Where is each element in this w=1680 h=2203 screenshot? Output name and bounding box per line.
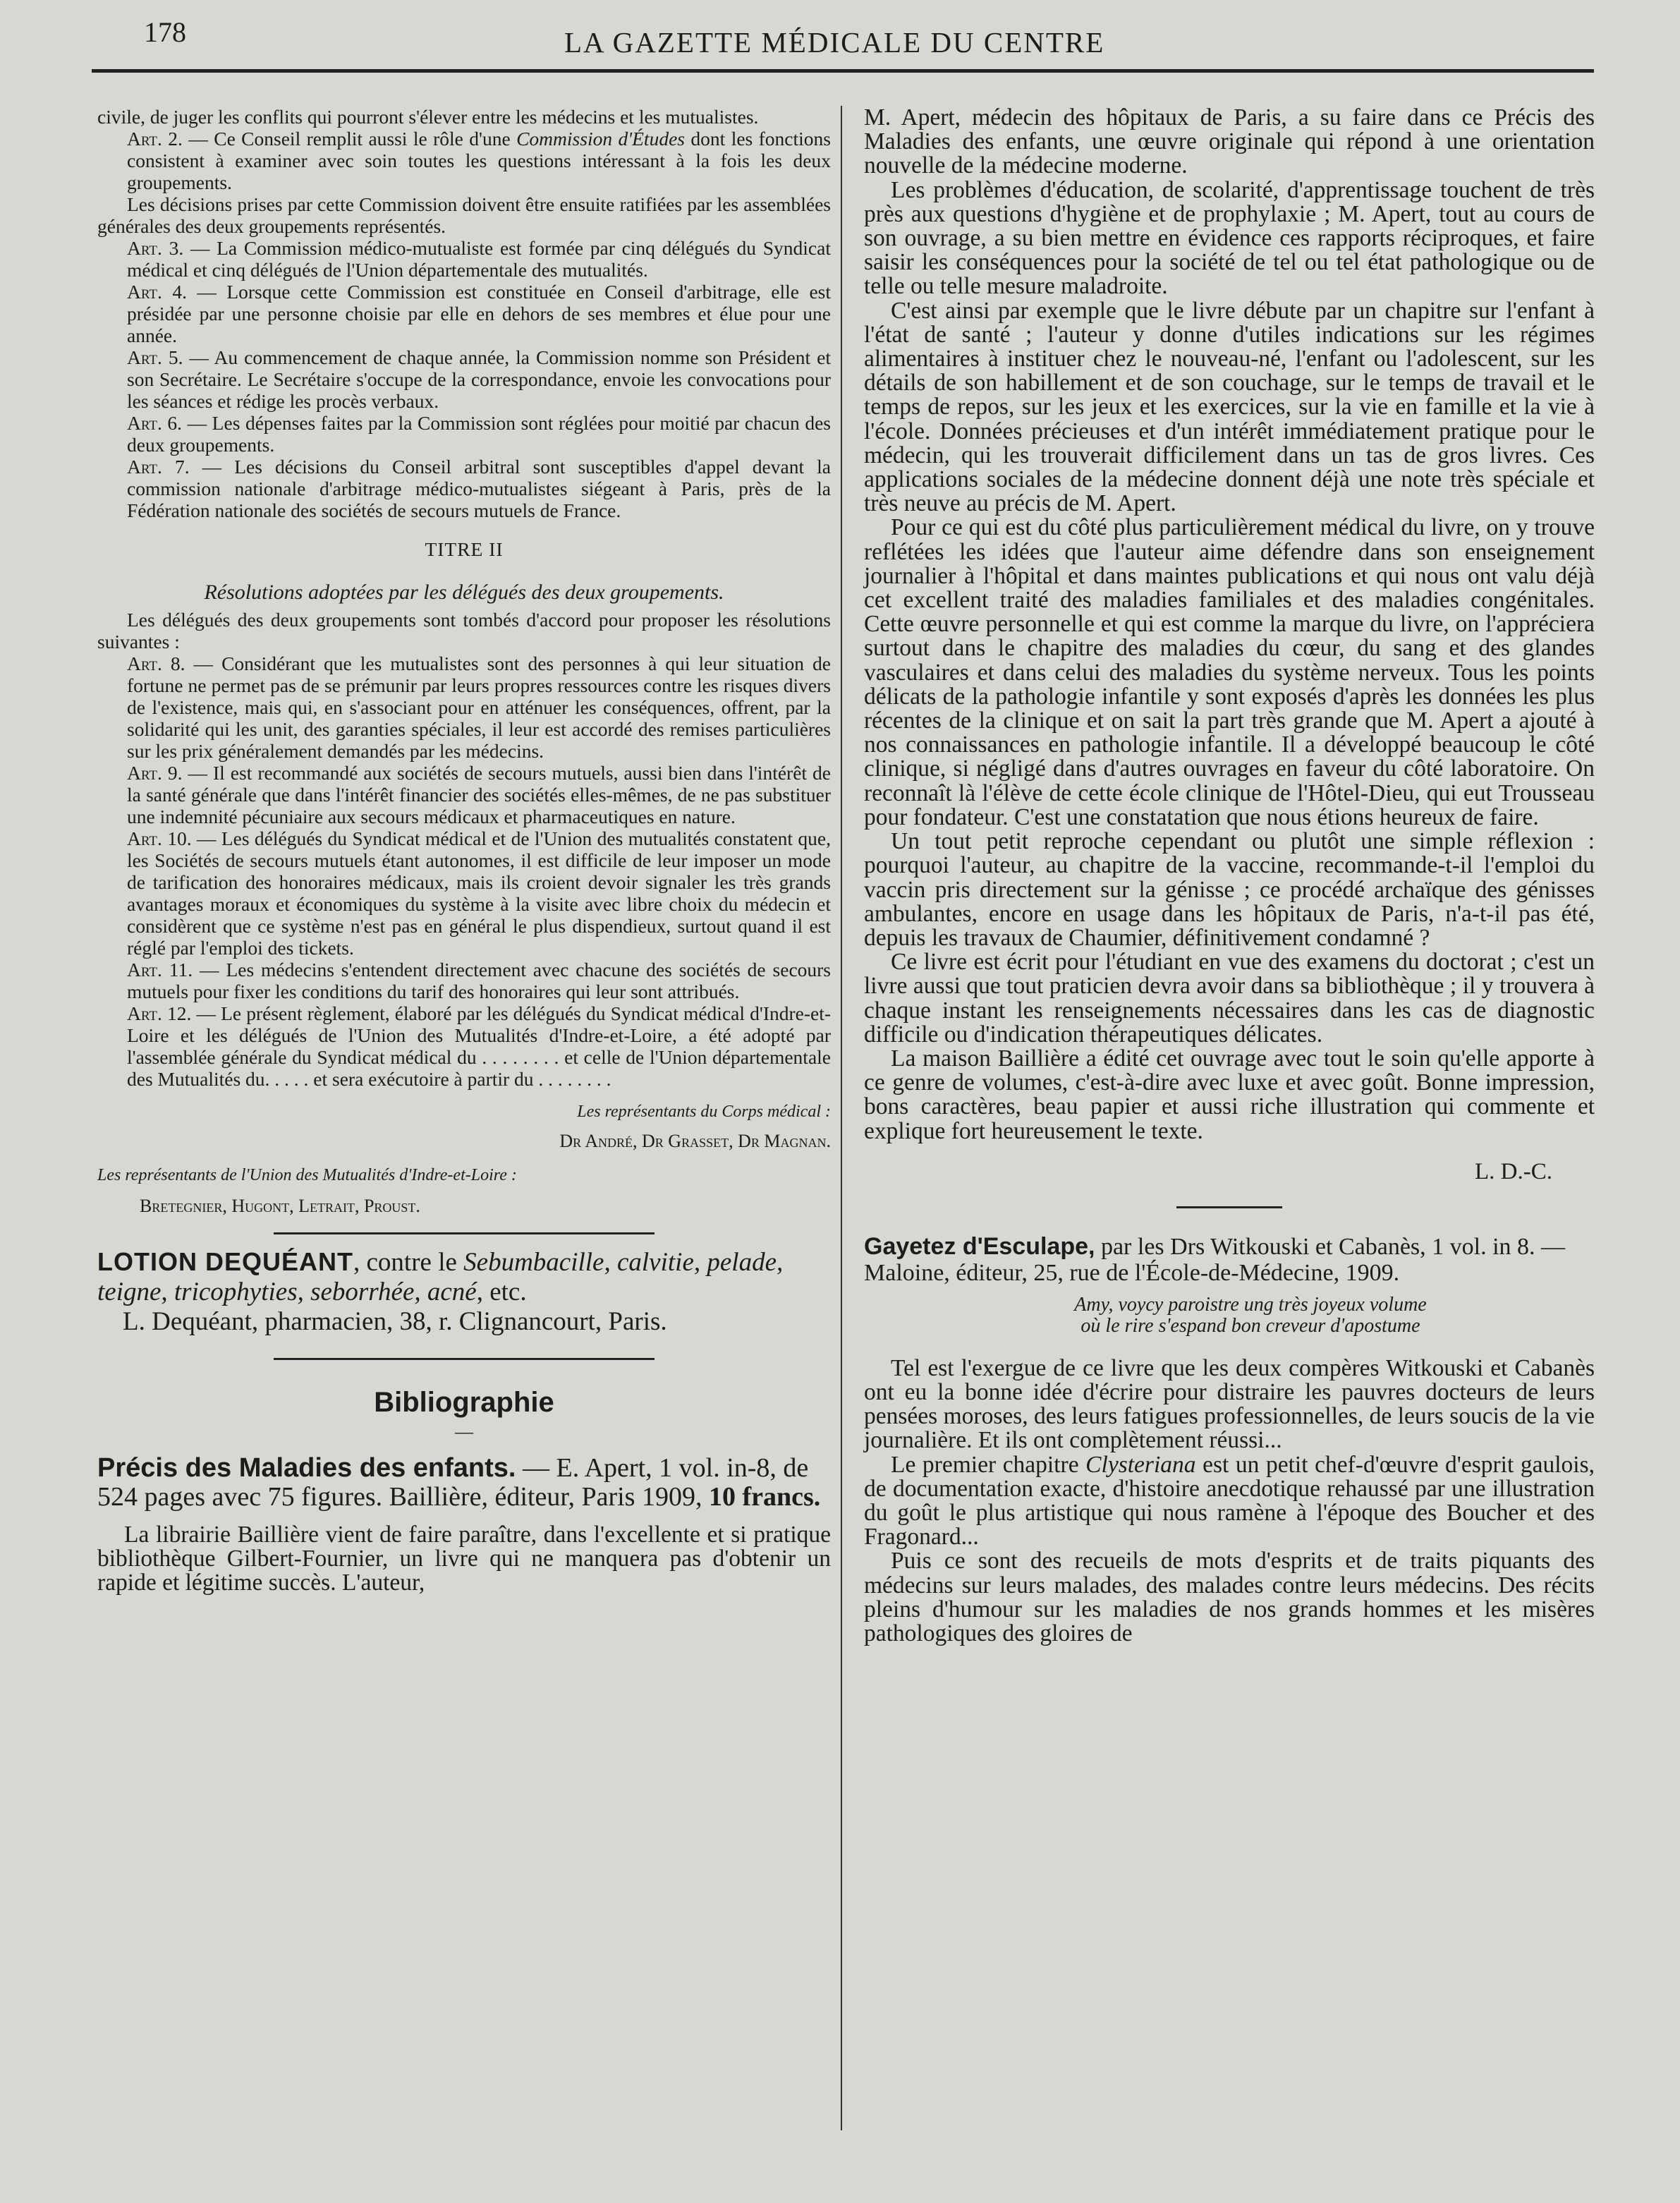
signature-corps-medical: Les représentants du Corps médical : Dr André, Dr Grasset, Dr Magnan. bbox=[559, 1103, 831, 1151]
header-rule bbox=[92, 69, 1594, 73]
divider-rule bbox=[274, 1358, 655, 1360]
advertisement: LOTION DEQUÉANT, contre le Sebumbacille, calvitie, pelade, teigne, tricophyties, seborrhée, acné, etc. L. Dequéant, pharmacien, 38, r. Clignancourt, Paris. bbox=[97, 1247, 831, 1337]
article-4: Art. 4. — Lorsque cette Commission est constituée en Conseil d'arbitrage, elle est présidée par une personne choisie par elle en dehors de ses membres et élue pour une année. bbox=[127, 281, 831, 346]
divider-rule bbox=[1176, 1206, 1282, 1208]
ad-brand: LOTION DEQUÉANT bbox=[97, 1247, 353, 1276]
resolutions-intro: Les délégués des deux groupements sont tombés d'accord pour proposer les résolutions suivantes : bbox=[97, 609, 831, 653]
section-title: Bibliographie bbox=[374, 1387, 554, 1418]
book-review-continued: M. Apert, médecin des hôpitaux de Paris, a su faire dans ce Précis des Maladies des enfants, une œuvre originale qui répond à une orientation nouvelle de la médecine moderne. Les problèmes d'éducation, de scolarité, d'apprentissage touchent de très près aux questions d'hygiène et de prophylaxie ; M. Apert, tout au cours de son ouvrage, a su bien mettre en évidence ces rapports réciproques, et faire saisir les conséquences pour la société de tel ou tel état pathologique ou de telle ou telle mesure maladroite. C'est ainsi par exemple que le livre débute par un chapitre sur l'enfant à l'état de santé ; l'auteur y donne d'utiles indications sur les régimes alimentaires à instituer chez le nouveau-né, l'enfant ou l'adolescent, sur les détails de son habillement et de son couchage, sur le temps de travail et le temps de repos, sur les jeux et les exercices, sur la vie en famille et la vie à l'école. Données précieuses et d'un intérêt immédiatement pratique pour le médecin, qui les trouverait difficilement dans un tas de gros livres. Ces applications sociales de la médecine donnent déjà une note très spéciale et très neuve au précis de M. Apert. Pour ce qui est du côté plus particulièrement médical du livre, on y trouve reflétées les idées que l'auteur aime défendre dans son enseignement journalier à l'hôpital et dans maintes publications et qui nous ont valu déjà cet excellent traité des maladies familiales et des maladies congénitales. Cette œuvre personnelle et qui est comme la marque du livre, on l'appréciera surtout dans le chapitre des maladies du cœur, du sang et des glandes vasculaires et dans celui des maladies du système nerveux. Tous les points délicats de la pathologie infantile y sont exposés d'après les données les plus récentes de la clinique et on sait la part très grande que M. Apert a ajouté à nos connaissances en pathologie infantile. Il a développé beaucoup le côté clinique, si négligé dans d'autres ouvrages en faveur du côté laboratoire. On reconnaît là l'élève de cette école clinique de l'Hôtel-Dieu, qui eut Trousseau pour fondateur. C'est une constatation que nous étions heureux de faire. Un tout petit reproche cependant ou plutôt une simple réflexion : pourquoi l'auteur, au chapitre de la vaccine, recommande-t-il l'emploi du vaccin pris directement sur la génisse ; ce procédé archaïque des génisses ambulantes, encore en usage dans les hôpitaux de Paris, n'a-t-il pas été, depuis les travaux de Chaumier, définitivement condamné ? Ce livre est écrit pour l'étudiant en vue des examens du doctorat ; c'est un livre aussi que tout praticien devra avoir dans sa bibliothèque ; il y trouvera à chaque instant les renseignements nécessaires dans les cas de diagnostic difficile ou d'indication thérapeutiques délicates. La maison Baillière a édité cet ouvrage avec tout le soin qu'elle apporte à ce genre de volumes, c'est-à-dire avec luxe et avec goût. Bonne impression, bons caractères, beau papier et aussi riche illustration qui commente et explique fort heureusement le texte. bbox=[864, 104, 1595, 1144]
article-12: Art. 12. — Le présent règlement, élaboré par les délégués du Syndicat médical d'Indre-et-Loire et les délégués de l'Union des Mutualités d'Indre-et-Loire, a été adopté par l'assemblée générale du Syndicat médical du . . . . . . . . et celle de l'Union départementale des Mutualités du. . . . . et sera exécutoire à partir du . . . . . . . . bbox=[127, 1002, 832, 1090]
article-3: Art. 3. — La Commission médico-mutualiste est formée par cinq délégués du Syndicat médical et cinq délégués de l'Union départementale des mutualités. bbox=[127, 237, 831, 281]
resolutions-title: Résolutions adoptées par les délégués des deux groupements. bbox=[204, 581, 724, 604]
signature-union-names: Bretegnier, Hugont, Letrait, Proust. bbox=[140, 1196, 420, 1216]
ad-pharmacist: L. Dequéant, pharmacien, 38, r. Clignancourt, Paris. bbox=[123, 1307, 667, 1336]
epigraph: Amy, voycy paroistre ung très joyeux volume où le rire s'espand bon creveur d'apostume bbox=[1074, 1293, 1427, 1337]
divider-rule bbox=[274, 1232, 655, 1234]
journal-title: LA GAZETTE MÉDICALE DU CENTRE bbox=[564, 26, 1105, 59]
second-book-title: Gayetez d'Esculape, bbox=[864, 1232, 1095, 1260]
review-initials: L. D.-C. bbox=[1475, 1158, 1552, 1184]
intro-text: civile, de juger les conflits qui pourront s'élever entre les médecins et les mutualistes. bbox=[97, 106, 759, 128]
book-review-start: La librairie Baillière vient de faire paraître, dans l'excellente et si pratique bibliothèque Gilbert-Fournier, un livre qui ne manquera pas d'obtenir un rapide et légitime succès. L'auteur, bbox=[97, 1522, 831, 1596]
article-2: Art. 2. — Ce Conseil remplit aussi le rôle d'une Commission d'Études dont les fonctions consistent à examiner avec soin toutes les questions intéressant à la fois les deux groupements. bbox=[127, 128, 831, 193]
article-9: Art. 9. — Il est recommandé aux sociétés de secours mutuels, aussi bien dans l'intérêt de la santé générale que dans l'intérêt financier des sociétés elles-mêmes, de ne pas substituer une indemnité pécuniaire aux secours médicaux et pharmaceutiques en nature. bbox=[127, 762, 832, 827]
reglement-text bbox=[97, 106, 831, 1217]
left-column bbox=[97, 106, 831, 1596]
article-8: Art. 8. — Considérant que les mutualistes sont des personnes à qui leur situation de fortune ne permet pas de se prémunir par leurs propres ressources contre les risques divers de l'existence, mais qui, en s'associant pour en atténuer les conséquences, offrent, par la solidarité qui les unit, des garanties spéciales, il leur est accordé des remises particulières sur les prix généralement demandés par les médecins. bbox=[127, 653, 831, 762]
right-column bbox=[864, 106, 1595, 1646]
book-title: Précis des Maladies des enfants. bbox=[97, 1453, 516, 1483]
article-7: Art. 7. — Les décisions du Conseil arbitral sont susceptibles d'appel devant la commission nationale d'arbitrage médico-mutualistes siégeant à Paris, près de la Fédération nationale des sociétés de secours mutuels de France. bbox=[127, 456, 832, 521]
second-book-entry: Gayetez d'Esculape, par les Drs Witkouski et Cabanès, 1 vol. in 8. — Maloine, éditeur, 25, rue de l'École-de-Médecine, 1909. bbox=[864, 1232, 1566, 1286]
titre-heading: TITRE II bbox=[425, 538, 504, 560]
article-label: Art. 2. bbox=[127, 128, 183, 150]
book-entry: Précis des Maladies des enfants. — E. Apert, 1 vol. in-8, de 524 pages avec 75 figures. Baillière, éditeur, Paris 1909, 10 francs. bbox=[97, 1453, 821, 1512]
second-review: Tel est l'exergue de ce livre que les deux compères Witkouski et Cabanès ont eu la bonne idée d'écrire pour distraire les pauvres docteurs de leurs pensées moroses, des leurs fatigues professionnelles, de leurs soucis de la vie journalière. Et ils ont complètement réussi... Le premier chapitre Clysteriana est un petit chef-d'œuvre d'esprit gaulois, de documentation exacte, d'histoire anecdotique rehaussé par une illustration du goût le plus artistique qui nous ramène à l'époque des Boucher et des Fragonard... Puis ce sont des recueils de mots d'esprits et de traits piquants des médecins sur leurs malades, des malades contre leurs médecins. Des récits pleins d'humour sur les maladies de nos grands hommes et les misères pathologiques des gloires de bbox=[864, 1354, 1595, 1646]
page-number: 178 bbox=[144, 16, 186, 48]
article-5: Art. 5. — Au commencement de chaque année, la Commission nomme son Président et son Secrétaire. Le Secrétaire s'occupe de la correspondance, envoie les convocations pour les séances et rédige les procès verbaux. bbox=[127, 346, 831, 412]
article-6: Art. 6. — Les dépenses faites par la Commission sont réglées pour moitié par chacun des deux groupements. bbox=[127, 412, 831, 456]
column-divider bbox=[841, 106, 842, 2130]
signature-union-label: Les représentants de l'Union des Mutualités d'Indre-et-Loire : bbox=[97, 1166, 517, 1184]
section-dash: — bbox=[455, 1421, 473, 1442]
article-11: Art. 11. — Les médecins s'entendent directement avec chacune des sociétés de secours mutuels pour fixer les conditions du tarif des honoraires qui leur sont attribués. bbox=[127, 959, 832, 1002]
decisions-text: Les décisions prises par cette Commission doivent être ensuite ratifiées par les assemblées générales des deux groupements représentés. bbox=[97, 193, 831, 237]
article-10: Art. 10. — Les délégués du Syndicat médical et de l'Union des mutualités constatent que, les Sociétés de secours mutuels étant autonomes, il est difficile de leur imposer un mode de tarification des honoraires médicaux, mais ils croient devoir signaler les très grands avantages moraux et économiques du système à la visite avec libre choix du médecin et considèrent que ce système n'est pas en général le plus dispendieux, surtout quand il est réglé par l'emploi des tickets. bbox=[127, 827, 832, 959]
